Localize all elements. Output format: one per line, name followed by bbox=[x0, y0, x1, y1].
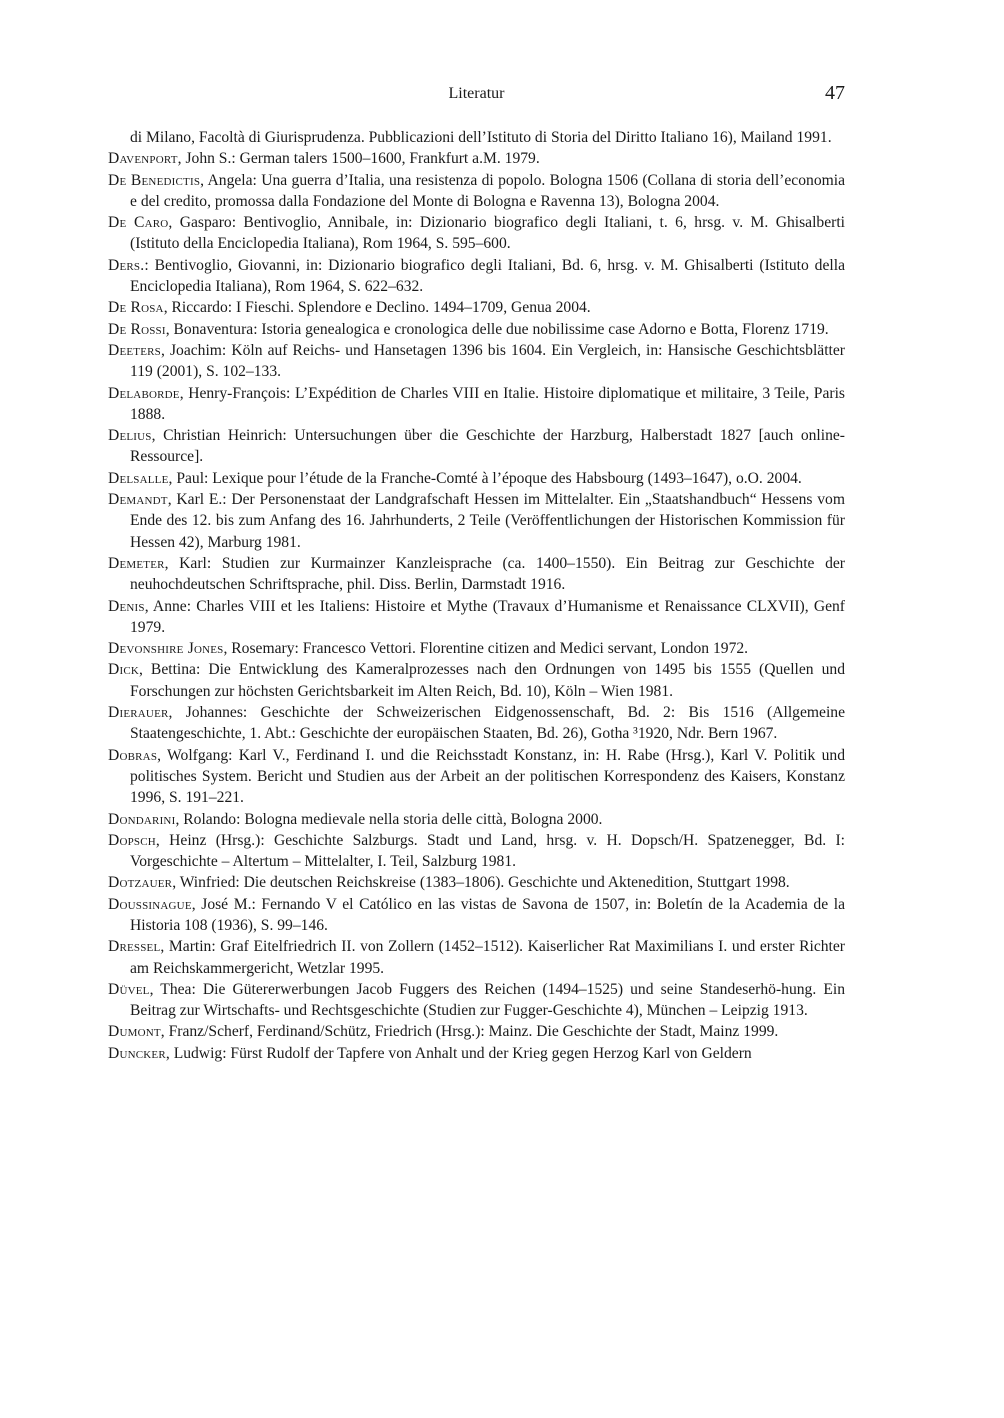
entry-text: , Bettina: Die Entwicklung des Kameralprozesses nach den Ordnungen von 1495 bis 1555 (Quellen und Forschungen zur höchsten Gerichtsbarkeit im Alten Reich, Bd. 10), Köln – Wien 1981. bbox=[130, 661, 845, 700]
entry-author: Düvel bbox=[108, 980, 150, 998]
bibliography-entry bbox=[108, 872, 845, 893]
entry-author: Dierauer bbox=[108, 704, 169, 722]
entry-text: , Rosemary: Francesco Vettori. Florentine citizen and Medici servant, London 1972. bbox=[223, 640, 749, 658]
bibliography-entry bbox=[108, 127, 845, 148]
entry-text: , Riccardo: I Fieschi. Splendore e Declino. 1494–1709, Genua 2004. bbox=[163, 299, 591, 317]
entry-author: Devonshire Jones bbox=[108, 640, 224, 658]
bibliography-entry bbox=[108, 425, 845, 468]
bibliography-entry bbox=[108, 936, 845, 979]
bibliography-entry bbox=[108, 659, 845, 702]
entry-author: Dobras bbox=[108, 746, 158, 764]
bibliography-entry bbox=[108, 979, 845, 1022]
entry-text: , Bonaventura: Istoria genealogica e cronologica delle due nobilissime case Adorno e Botta, Florenz 1719. bbox=[165, 320, 829, 338]
entry-author: De Caro bbox=[108, 214, 169, 232]
bibliography-entry bbox=[108, 170, 845, 213]
entry-author: De Rosa bbox=[108, 299, 164, 317]
bibliography-entry bbox=[108, 1043, 845, 1064]
entry-text: , Henry-François: L’Expédition de Charles VIII en Italie. Histoire diplomatique et militaire, 3 Teile, Paris 1888. bbox=[130, 384, 845, 423]
entry-text: , Karl E.: Der Personenstaat der Landgrafschaft Hessen im Mittelalter. Ein „Staatshandbuch“ Hessens vom Ende des 12. bis zum Anfang des 16. Jahrhunderts, 2 Teile (Veröffentlichungen der Historischen Kommission für Hessen 42), Marburg 1981. bbox=[130, 491, 845, 551]
entry-author: Ders. bbox=[108, 256, 145, 274]
entry-author: Dopsch bbox=[108, 831, 156, 849]
bibliography-entry bbox=[108, 702, 845, 745]
entry-author: Delius bbox=[108, 427, 152, 445]
bibliography-entry bbox=[108, 255, 845, 298]
entry-author: Deeters bbox=[108, 341, 161, 359]
bibliography-entry bbox=[108, 638, 845, 659]
entry-author: De Benedictis bbox=[108, 171, 201, 189]
bibliography-entry bbox=[108, 148, 845, 169]
entry-author: Dotzauer bbox=[108, 874, 173, 892]
bibliography-entry bbox=[108, 1021, 845, 1042]
entry-author: Davenport bbox=[108, 150, 178, 168]
bibliography-entry bbox=[108, 745, 845, 809]
entry-author: Duncker bbox=[108, 1044, 166, 1062]
bibliography-entry bbox=[108, 596, 845, 639]
entry-author: Dumont bbox=[108, 1023, 161, 1041]
entry-text: , Paul: Lexique pour l’étude de la Franche-Comté à l’époque des Habsbourg (1493–1647), o.O. 2004. bbox=[168, 469, 802, 487]
entry-text: , Karl: Studien zur Kurmainzer Kanzleisprache (ca. 1400–1550). Ein Beitrag zur Geschichte der neuhochdeutschen Schriftsprache, phil. Diss. Berlin, Darmstadt 1916. bbox=[130, 554, 845, 594]
running-title: Literatur bbox=[448, 85, 505, 102]
entry-text: , Wolfgang: Karl V., Ferdinand I. und die Reichsstadt Konstanz, in: H. Rabe (Hrsg.), Karl V. Politik und politisches System. Bericht und Studien aus der Arbeit an der politischen Korrespondenz des Kaisers, Konstanz 1996, S. 191–221. bbox=[130, 746, 845, 807]
running-header bbox=[108, 82, 845, 106]
entry-text: , Angela: Una guerra d’Italia, una resistenza di popolo. Bologna 1506 (Collana di storia dell’economia e del credito, promossa dalla Fondazione del Monte di Bologna e Ravenna 13), Bologna 2004. bbox=[130, 171, 845, 210]
bibliography-entry bbox=[108, 297, 845, 318]
page-number: 47 bbox=[825, 82, 845, 104]
entry-text: , Martin: Graf Eitelfriedrich II. von Zollern (1452–1512). Kaiserlicher Rat Maximilians I. und erster Richter am Reichskammergericht, Wetzlar 1995. bbox=[130, 938, 845, 977]
entry-text: , John S.: German talers 1500–1600, Frankfurt a.M. 1979. bbox=[177, 150, 540, 168]
entry-text: , Joachim: Köln auf Reichs- und Hansetagen 1396 bis 1604. Ein Vergleich, in: Hansische Geschichtsblätter 119 (2001), S. 102–133. bbox=[130, 341, 845, 381]
entry-author: Denis bbox=[108, 597, 145, 615]
entry-text: , Heinz (Hrsg.): Geschichte Salzburgs. Stadt und Land, hrsg. v. H. Dopsch/H. Spatzenegger, Bd. I: Vorgeschichte – Altertum – Mittelalter, I. Teil, Salzburg 1981. bbox=[130, 831, 845, 871]
entry-text: , Johannes: Geschichte der Schweizerischen Eidgenossenschaft, Bd. 2: Bis 1516 (Allgemeine Staatengeschichte, 1. Abt.: Geschichte der europäischen Staaten, Bd. 26), Gotha ³1920, Ndr. Bern 1967. bbox=[130, 704, 845, 743]
bibliography-entry bbox=[108, 468, 845, 489]
bibliography-entry bbox=[108, 212, 845, 255]
entry-author: Doussinague bbox=[108, 895, 192, 913]
entry-author: Dressel bbox=[108, 938, 161, 956]
bibliography-entry bbox=[108, 340, 845, 383]
entry-text: , Franz/Scherf, Ferdinand/Schütz, Friedrich (Hrsg.): Mainz. Die Geschichte der Stadt, Mainz 1999. bbox=[160, 1023, 779, 1041]
bibliography-entry bbox=[108, 809, 845, 830]
entry-author: Dick bbox=[108, 661, 140, 679]
entry-text: , Christian Heinrich: Untersuchungen über die Geschichte der Harzburg, Halberstadt 1827 [auch online-Ressource]. bbox=[130, 427, 845, 466]
entry-author: Demandt bbox=[108, 491, 168, 509]
entry-text: , Gasparo: Bentivoglio, Annibale, in: Dizionario biografico degli Italiani, t. 6, hrsg. v. M. Ghisalberti (Istituto della Enciclopedia Italiana), Rom 1964, S. 595–600. bbox=[130, 214, 845, 253]
entry-text: : Bentivoglio, Giovanni, in: Dizionario biografico degli Italiani, Bd. 6, hrsg. v. M. Ghisalberti (Istituto della Enciclopedia Italiana), Rom 1964, S. 622–632. bbox=[130, 256, 845, 296]
entry-text: , José M.: Fernando V el Católico en las vistas de Savona de 1507, in: Boletín de la Academia de la Historia 108 (1936), S. 99–146. bbox=[130, 895, 845, 934]
entry-author: Delsalle bbox=[108, 469, 169, 487]
entry-text: di Milano, Facoltà di Giurisprudenza. Pubblicazioni dell’Istituto di Storia del Diritto Italiano 16), Mailand 1991. bbox=[130, 129, 832, 146]
bibliography-entry bbox=[108, 489, 845, 553]
entry-text: , Thea: Die Gütererwerbungen Jacob Fuggers des Reichen (1494–1525) und seine Standeserhö-hung. Ein Beitrag zur Wirtschafts- und Rechtsgeschichte (Studien zur Fugger-Geschichte 4), München – Leipzig 1913. bbox=[130, 980, 845, 1020]
entry-text: , Anne: Charles VIII et les Italiens: Histoire et Mythe (Travaux d’Humanisme et Renaissance CLXVII), Genf 1979. bbox=[130, 597, 845, 636]
bibliography-entry bbox=[108, 383, 845, 426]
bibliography-entry bbox=[108, 830, 845, 873]
entry-text: , Rolando: Bologna medievale nella storia delle città, Bologna 2000. bbox=[175, 810, 603, 828]
entry-text: , Winfried: Die deutschen Reichskreise (1383–1806). Geschichte und Aktenedition, Stuttgart 1998. bbox=[172, 874, 790, 892]
entry-author: Delaborde bbox=[108, 384, 180, 402]
bibliography-list bbox=[108, 127, 845, 1064]
entry-author: Dondarini bbox=[108, 810, 176, 828]
entry-author: Demeter bbox=[108, 554, 165, 572]
bibliography-entry bbox=[108, 319, 845, 340]
bibliography-entry bbox=[108, 553, 845, 596]
entry-author: De Rossi bbox=[108, 320, 166, 338]
bibliography-entry bbox=[108, 894, 845, 937]
entry-text: , Ludwig: Fürst Rudolf der Tapfere von Anhalt und der Krieg gegen Herzog Karl von Geldern bbox=[165, 1044, 752, 1062]
